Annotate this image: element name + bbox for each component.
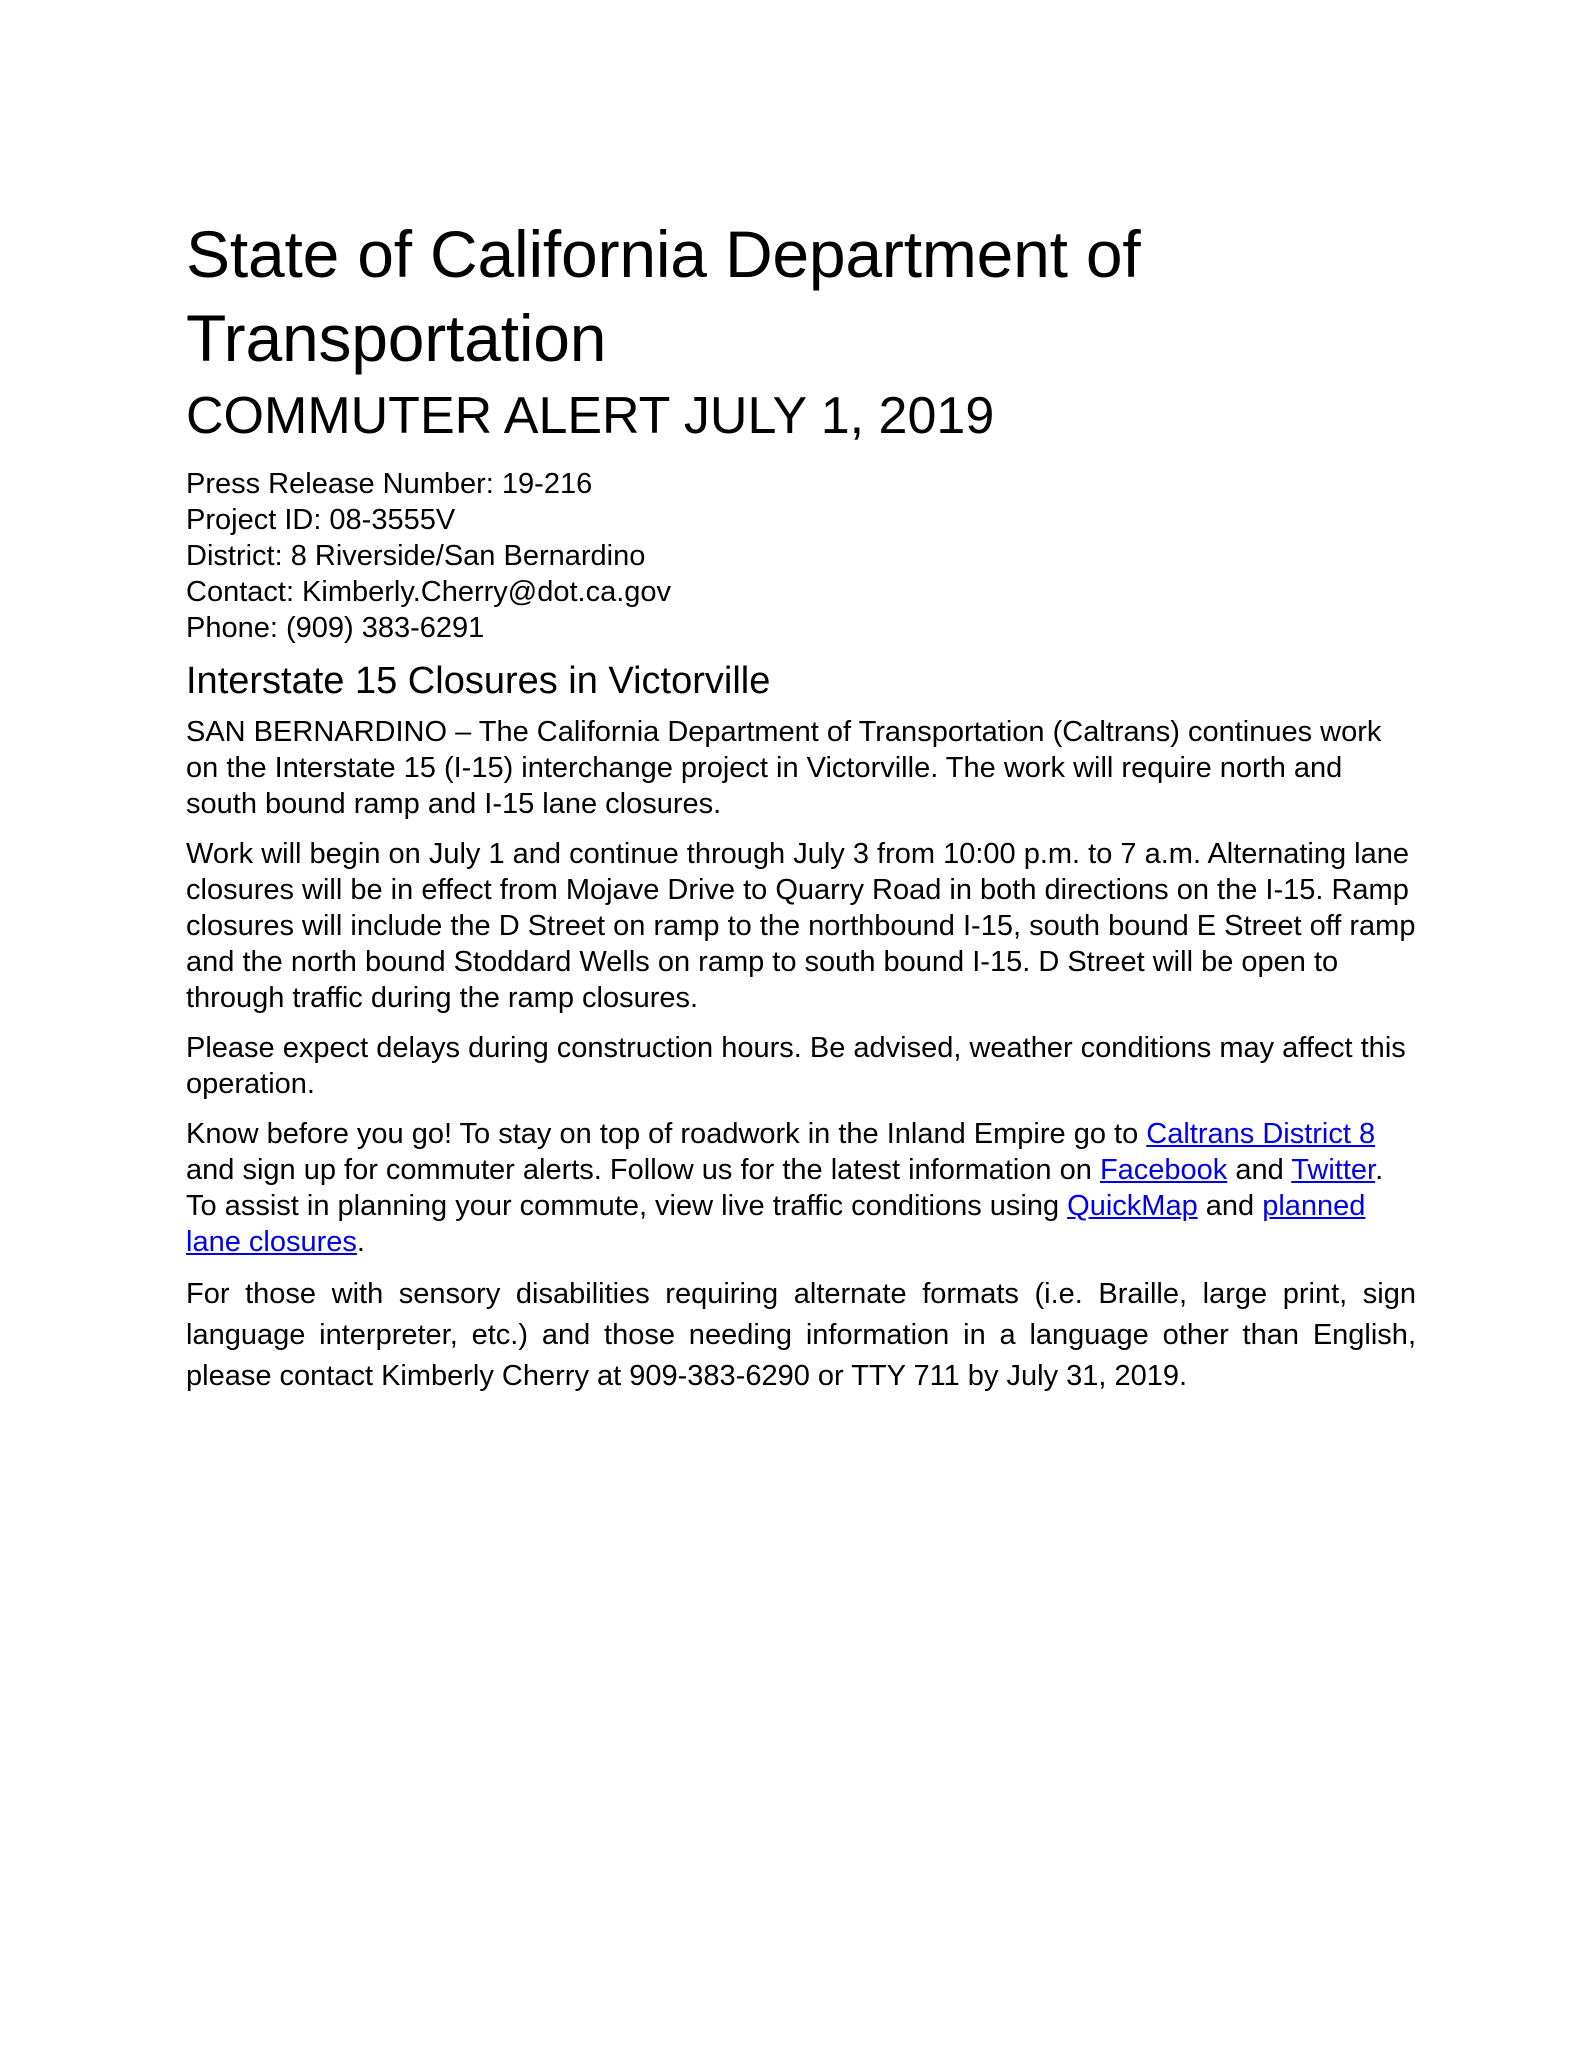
paragraph-know-before-you-go	[186, 1116, 1416, 1260]
document-title: State of California Department of Transportation	[186, 217, 1141, 375]
text-segment: Know before you go! To stay on top of roadwork in the Inland Empire go to	[186, 1118, 1147, 1150]
paragraph-accessibility: For those with sensory disabilities requiring alternate formats (i.e. Braille, large print, sign language interpreter, etc.) and those needing information in a language other than English, please contact Kimberly Cherry at 909-383-6290 or TTY 711 by July 31, 2019.	[186, 1278, 1416, 1392]
text-segment: and	[1227, 1154, 1292, 1186]
text-segment: . To assist in planning your commute, view live traffic conditions using	[186, 1154, 1384, 1222]
text-segment: and sign up for commuter alerts. Follow us for the latest information on	[186, 1154, 1100, 1186]
press-release-meta	[186, 466, 1416, 646]
link-caltrans-district-8[interactable]: Caltrans District 8	[1146, 1118, 1376, 1150]
document-subtitle: COMMUTER ALERT JULY 1, 2019	[186, 387, 995, 445]
district: District: 8 Riverside/San Bernardino	[186, 540, 646, 572]
document-page	[186, 212, 1416, 1411]
paragraph-delays: Please expect delays during construction hours. Be advised, weather conditions may affect this operation.	[186, 1032, 1406, 1100]
text-segment: .	[356, 1226, 365, 1258]
press-release-number: Press Release Number: 19-216	[186, 468, 593, 500]
contact: Contact: Kimberly.Cherry@dot.ca.gov	[186, 576, 672, 608]
paragraph-intro: SAN BERNARDINO – The California Department of Transportation (Caltrans) continues work on the Interstate 15 (I-15) interchange project in Victorville. The work will require north and south bound ramp and I-15 lane closures.	[186, 716, 1382, 820]
paragraph-schedule: Work will begin on July 1 and continue through July 3 from 10:00 p.m. to 7 a.m. Alternating lane closures will be in effect from Mojave Drive to Quarry Road in both directions on the I-15. Ramp closures will include the D Street on ramp to the northbound I-15, south bound E Street off ramp and the north bound Stoddard Wells on ramp to south bound I-15. D Street will be open to through traffic during the ramp closures.	[186, 838, 1416, 1014]
text-segment: and	[1197, 1190, 1263, 1222]
project-id: Project ID: 08-3555V	[186, 504, 456, 536]
section-heading: Interstate 15 Closures in Victorville	[186, 660, 771, 702]
link-quickmap[interactable]: QuickMap	[1067, 1190, 1198, 1222]
link-facebook[interactable]: Facebook	[1099, 1154, 1228, 1186]
link-twitter[interactable]: Twitter	[1291, 1154, 1376, 1186]
link-planned-lane-closures[interactable]: planned lane closures	[186, 1190, 1366, 1258]
phone: Phone: (909) 383-6291	[186, 612, 485, 644]
